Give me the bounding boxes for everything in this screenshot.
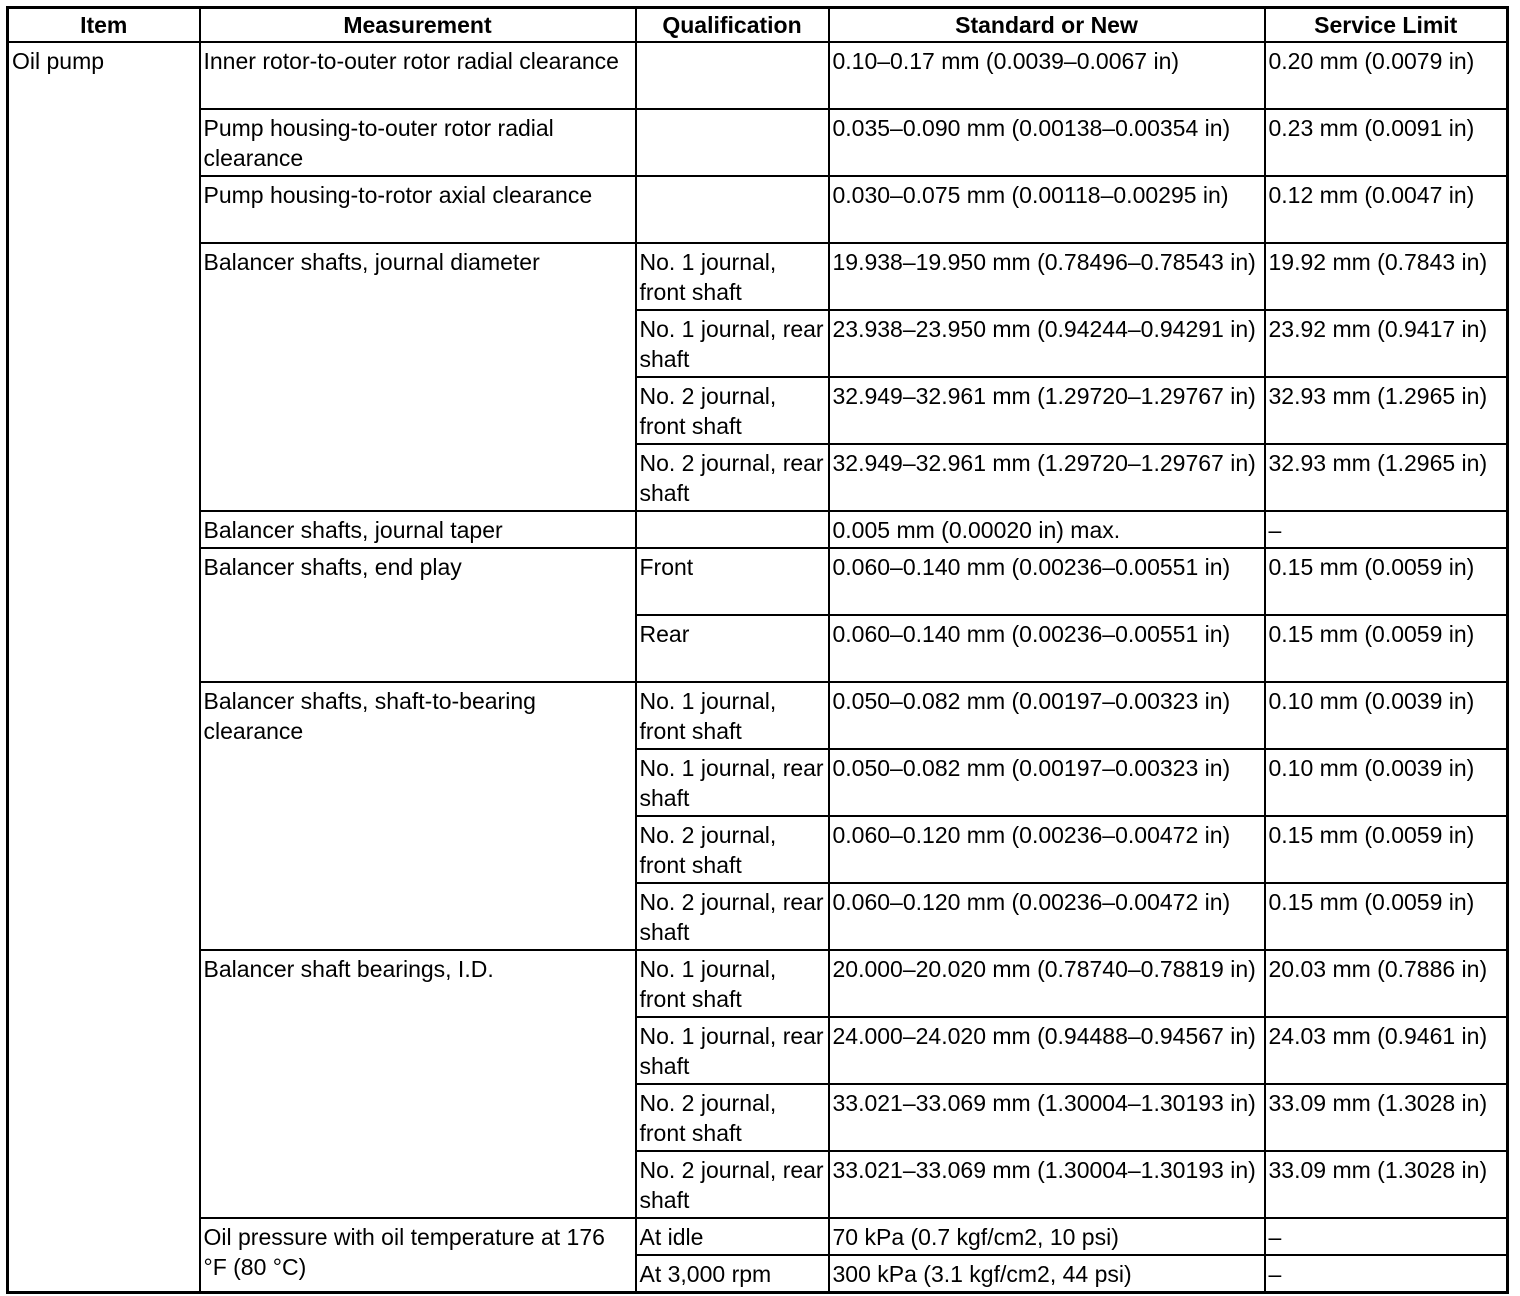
table-row	[8, 243, 1508, 310]
qualification-cell: No. 1 journal, rear shaft	[636, 310, 829, 377]
table-row	[8, 682, 1508, 749]
header-service-limit: Service Limit	[1265, 8, 1508, 43]
standard-cell: 0.060–0.140 mm (0.00236–0.00551 in)	[829, 615, 1265, 682]
measurement-cell: Balancer shafts, journal taper	[200, 511, 636, 548]
qualification-cell: No. 2 journal, front shaft	[636, 377, 829, 444]
qualification-cell	[636, 176, 829, 243]
table-row	[8, 950, 1508, 1017]
header-standard: Standard or New	[829, 8, 1265, 43]
item-cell: Oil pump	[8, 42, 200, 1293]
qualification-cell: No. 1 journal, front shaft	[636, 243, 829, 310]
measurement-cell: Balancer shafts, end play	[200, 548, 636, 682]
qualification-cell: Front	[636, 548, 829, 615]
service-limit-cell: 33.09 mm (1.3028 in)	[1265, 1084, 1508, 1151]
standard-cell: 33.021–33.069 mm (1.30004–1.30193 in)	[829, 1084, 1265, 1151]
qualification-cell: At 3,000 rpm	[636, 1255, 829, 1293]
header-row	[8, 8, 1508, 43]
table-row	[8, 548, 1508, 615]
header-qualification: Qualification	[636, 8, 829, 43]
service-limit-cell: 0.15 mm (0.0059 in)	[1265, 883, 1508, 950]
service-limit-cell: 19.92 mm (0.7843 in)	[1265, 243, 1508, 310]
service-limit-cell: 0.23 mm (0.0091 in)	[1265, 109, 1508, 176]
measurement-cell: Pump housing-to-outer rotor radial clearance	[200, 109, 636, 176]
spec-sheet	[6, 6, 1506, 1294]
qualification-cell	[636, 511, 829, 548]
qualification-cell: No. 2 journal, front shaft	[636, 1084, 829, 1151]
measurement-cell: Balancer shafts, journal diameter	[200, 243, 636, 511]
service-limit-cell: 0.15 mm (0.0059 in)	[1265, 615, 1508, 682]
qualification-cell: At idle	[636, 1218, 829, 1255]
qualification-cell: No. 2 journal, rear shaft	[636, 1151, 829, 1218]
service-limit-cell: 0.20 mm (0.0079 in)	[1265, 42, 1508, 109]
standard-cell: 0.060–0.120 mm (0.00236–0.00472 in)	[829, 883, 1265, 950]
qualification-cell	[636, 109, 829, 176]
service-limit-cell: 0.10 mm (0.0039 in)	[1265, 749, 1508, 816]
qualification-cell: No. 1 journal, front shaft	[636, 950, 829, 1017]
qualification-cell	[636, 42, 829, 109]
service-limit-cell: 0.10 mm (0.0039 in)	[1265, 682, 1508, 749]
standard-cell: 0.005 mm (0.00020 in) max.	[829, 511, 1265, 548]
standard-cell: 19.938–19.950 mm (0.78496–0.78543 in)	[829, 243, 1265, 310]
qualification-cell: No. 2 journal, front shaft	[636, 816, 829, 883]
standard-cell: 20.000–20.020 mm (0.78740–0.78819 in)	[829, 950, 1265, 1017]
service-limit-cell: –	[1265, 1255, 1508, 1293]
table-row	[8, 511, 1508, 548]
service-limit-cell: 0.15 mm (0.0059 in)	[1265, 816, 1508, 883]
standard-cell: 0.060–0.120 mm (0.00236–0.00472 in)	[829, 816, 1265, 883]
measurement-cell: Oil pressure with oil temperature at 176 °F (80 °C)	[200, 1218, 636, 1293]
service-limit-cell: 24.03 mm (0.9461 in)	[1265, 1017, 1508, 1084]
table-row	[8, 176, 1508, 243]
standard-cell: 0.035–0.090 mm (0.00138–0.00354 in)	[829, 109, 1265, 176]
service-limit-cell: –	[1265, 1218, 1508, 1255]
qualification-cell: No. 2 journal, rear shaft	[636, 883, 829, 950]
qualification-cell: No. 1 journal, rear shaft	[636, 749, 829, 816]
standard-cell: 23.938–23.950 mm (0.94244–0.94291 in)	[829, 310, 1265, 377]
qualification-cell: Rear	[636, 615, 829, 682]
service-limit-cell: –	[1265, 511, 1508, 548]
service-limit-cell: 23.92 mm (0.9417 in)	[1265, 310, 1508, 377]
measurement-cell: Pump housing-to-rotor axial clearance	[200, 176, 636, 243]
measurement-cell: Balancer shaft bearings, I.D.	[200, 950, 636, 1218]
service-limit-cell: 32.93 mm (1.2965 in)	[1265, 444, 1508, 511]
measurement-cell: Balancer shafts, shaft-to-bearing clearance	[200, 682, 636, 950]
qualification-cell: No. 1 journal, rear shaft	[636, 1017, 829, 1084]
standard-cell: 70 kPa (0.7 kgf/cm2, 10 psi)	[829, 1218, 1265, 1255]
service-limit-cell: 0.12 mm (0.0047 in)	[1265, 176, 1508, 243]
standard-cell: 300 kPa (3.1 kgf/cm2, 44 psi)	[829, 1255, 1265, 1293]
standard-cell: 33.021–33.069 mm (1.30004–1.30193 in)	[829, 1151, 1265, 1218]
table-row	[8, 109, 1508, 176]
table-row	[8, 42, 1508, 109]
table-row	[8, 1218, 1508, 1255]
standard-cell: 32.949–32.961 mm (1.29720–1.29767 in)	[829, 444, 1265, 511]
header-measurement: Measurement	[200, 8, 636, 43]
standard-cell: 0.050–0.082 mm (0.00197–0.00323 in)	[829, 749, 1265, 816]
standard-cell: 0.10–0.17 mm (0.0039–0.0067 in)	[829, 42, 1265, 109]
qualification-cell: No. 2 journal, rear shaft	[636, 444, 829, 511]
header-item: Item	[8, 8, 200, 43]
standard-cell: 24.000–24.020 mm (0.94488–0.94567 in)	[829, 1017, 1265, 1084]
oil-pump-spec-table	[6, 6, 1509, 1294]
service-limit-cell: 33.09 mm (1.3028 in)	[1265, 1151, 1508, 1218]
qualification-cell: No. 1 journal, front shaft	[636, 682, 829, 749]
standard-cell: 0.050–0.082 mm (0.00197–0.00323 in)	[829, 682, 1265, 749]
standard-cell: 0.030–0.075 mm (0.00118–0.00295 in)	[829, 176, 1265, 243]
standard-cell: 0.060–0.140 mm (0.00236–0.00551 in)	[829, 548, 1265, 615]
service-limit-cell: 20.03 mm (0.7886 in)	[1265, 950, 1508, 1017]
standard-cell: 32.949–32.961 mm (1.29720–1.29767 in)	[829, 377, 1265, 444]
service-limit-cell: 32.93 mm (1.2965 in)	[1265, 377, 1508, 444]
service-limit-cell: 0.15 mm (0.0059 in)	[1265, 548, 1508, 615]
measurement-cell: Inner rotor-to-outer rotor radial clearance	[200, 42, 636, 109]
